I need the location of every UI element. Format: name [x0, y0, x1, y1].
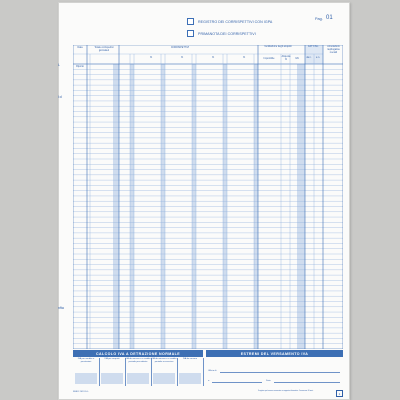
vers-label-n: n.: [208, 380, 210, 382]
percent-label-4: %: [243, 56, 246, 59]
bottom-section: [73, 350, 343, 390]
vers-field-n[interactable]: [212, 382, 262, 383]
option-primanota[interactable]: [187, 30, 256, 37]
calc-label: IVA da versare o a credito periodo precedente: [125, 358, 151, 363]
calc-label: IVA per acquisti: [104, 358, 120, 360]
checkbox-primanota[interactable]: [187, 30, 194, 37]
calc-input-box[interactable]: [101, 373, 123, 384]
corrispettivi-table: [73, 45, 343, 349]
col-header-ventilazione: Ventilazione degli acquisti: [264, 45, 292, 48]
margin-mark: l:d: [58, 95, 62, 99]
calc-label: IVA da versare o a credito periodo successivo: [151, 358, 177, 363]
calc-cell-succ: [151, 358, 178, 386]
percent-label-2: %: [181, 56, 184, 59]
percent-label-3: %: [212, 56, 215, 59]
col-header-iva: IVA: [295, 57, 299, 60]
versamento-fields: [206, 358, 343, 386]
page-label: Pag.: [315, 17, 323, 21]
footer-left: FERO 2019 S.L.: [73, 391, 90, 393]
col-header-da: da n.: [306, 56, 312, 59]
calc-input-box[interactable]: [179, 373, 201, 384]
margin-mark: L: [58, 63, 60, 67]
calc-cell-versare: [177, 358, 204, 386]
col-header-imponibile: Imponibile: [263, 57, 275, 60]
option-primanota-label: PRIMANOTA DEI CORRISPETTIVI: [198, 31, 256, 36]
footer-page-box: 1: [336, 390, 343, 397]
col-header-data: Data: [77, 46, 83, 49]
riporto-label: Riporto: [76, 65, 84, 68]
col-header-aliquota: Aliquota %: [281, 55, 291, 61]
calc-cell-acquisti: [99, 358, 126, 386]
col-header-fatt: FATT./SC.: [308, 45, 319, 48]
page-number: 01: [326, 15, 333, 21]
calc-input-box[interactable]: [153, 373, 175, 384]
checkbox-registro[interactable]: [187, 18, 194, 25]
option-registro-label: REGISTRO DEI CORRISPETTIVI CON IGPA: [198, 19, 273, 24]
calc-cell-vendite: [73, 358, 100, 386]
register-sheet: [58, 2, 350, 400]
calc-label: IVA per vendite o prestazioni: [77, 358, 95, 363]
vers-field-data[interactable]: [274, 382, 340, 383]
col-header-totale: Totale corrispettivi giornalieri: [94, 46, 114, 52]
calc-label: IVA da versare: [182, 358, 198, 360]
versamento-banner: ESTREMI DEL VERSAMENTO IVA: [206, 350, 343, 357]
footer-right: Il registro può essere conservato su supporto informatico. Conservare 10 anni.: [258, 391, 314, 392]
col-header-a: a n.: [316, 56, 320, 59]
vers-field-ufficio[interactable]: [220, 372, 340, 373]
option-registro[interactable]: [187, 18, 272, 25]
calc-cell-prec: [125, 358, 152, 386]
calc-iva-banner: CALCOLO IVA A DETRAZIONE NORMALE: [73, 350, 203, 357]
calc-input-box[interactable]: [75, 373, 97, 384]
vers-label-data: Data: [266, 380, 271, 382]
calc-input-box[interactable]: [127, 373, 149, 384]
table-grid: [73, 45, 343, 349]
margin-mark: nfta: [58, 306, 64, 310]
col-header-annotazioni: Annotazioni riepilogative mensili: [327, 45, 340, 54]
col-header-corrispettivi: CORRISPETTIVI: [170, 46, 190, 49]
percent-label-1: %: [150, 56, 153, 59]
vers-label-ufficio: Ufficio di: [208, 370, 217, 372]
